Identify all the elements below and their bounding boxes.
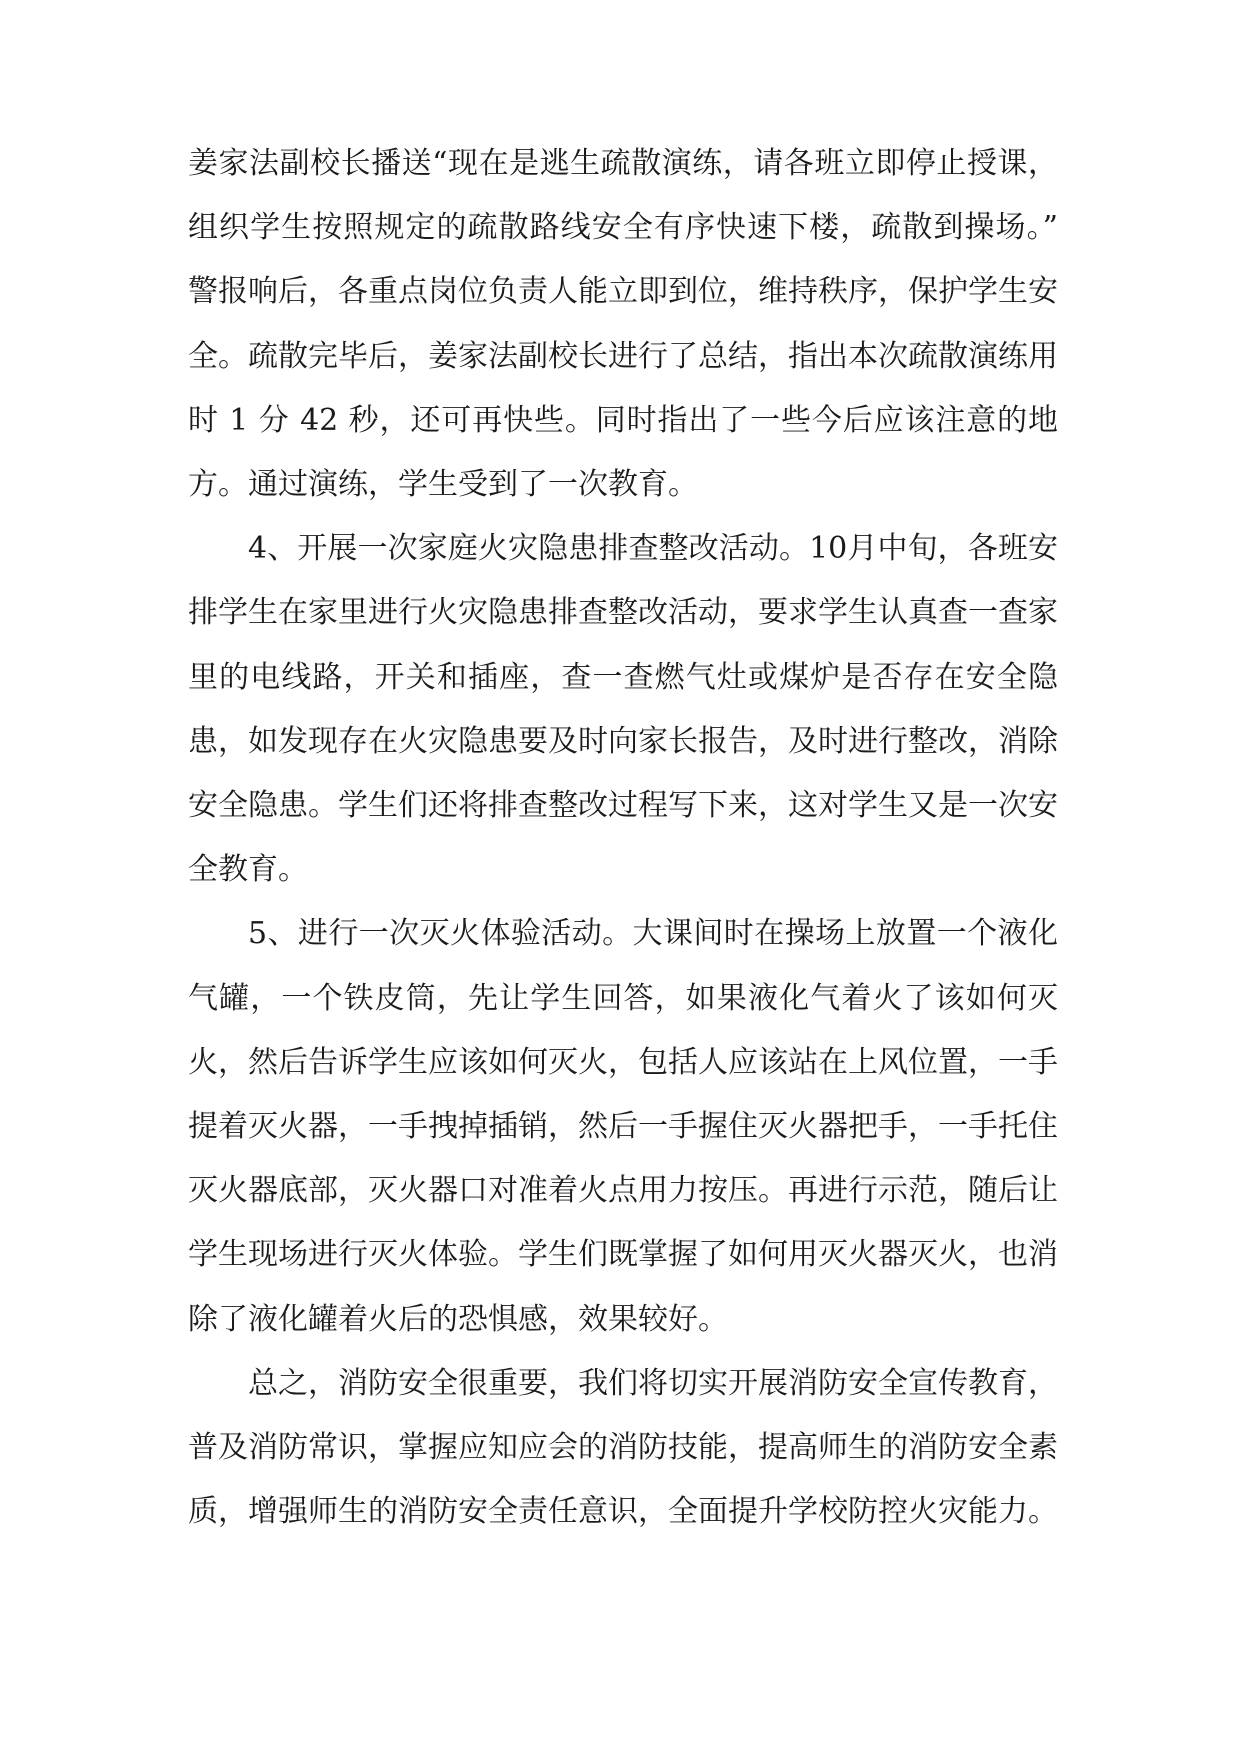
- paragraph-home-fire-inspection: 4、开展一次家庭火灾隐患排查整改活动。10月中旬，各班安排学生在家里进行火灾隐患排查整改活动，要求学生认真查一查家里的电线路，开关和插座，查一查燃气灶或煤炉是否存在安全隐患，如发现存在火灾隐患要及时向家长报告，及时进行整改，消除安全隐患。学生们还将排查整改过程写下来，这对学生又是一次安全教育。: [188, 531, 1058, 888]
- paragraph-summary: 总之，消防安全很重要，我们将切实开展消防安全宣传教育，普及消防常识，掌握应知应会的消防技能，提高师生的消防安全素质，增强师生的消防安全责任意识，全面提升学校防控火灾能力。: [188, 1365, 1058, 1530]
- paragraph-fire-extinguishing-experience: 5、进行一次灭火体验活动。大课间时在操场上放置一个液化气罐，一个铁皮筒，先让学生回答，如果液化气着火了该如何灭火，然后告诉学生应该如何灭火，包括人应该站在上风位置，一手提着灭火器，一手拽掉插销，然后一手握住灭火器把手，一手托住灭火器底部，灭火器口对准着火点用力按压。再进行示范，随后让学生现场进行灭火体验。学生们既掌握了如何用灭火器灭火，也消除了液化罐着火后的恐惧感，效果较好。: [188, 916, 1058, 1337]
- paragraph-evacuation-drill: 姜家法副校长播送“现在是逃生疏散演练，请各班立即停止授课，组织学生按照规定的疏散路线安全有序快速下楼，疏散到操场。” 警报响后，各重点岗位负责人能立即到位，维持秩序，保护学生安全。疏散完毕后，姜家法副校长进行了总结，指出本次疏散演练用时 1 分 42 秒，还可再快些。同时指出了一些今后应该注意的地方。通过演练，学生受到了一次教育。: [188, 146, 1058, 503]
- document-body: [188, 132, 1058, 1544]
